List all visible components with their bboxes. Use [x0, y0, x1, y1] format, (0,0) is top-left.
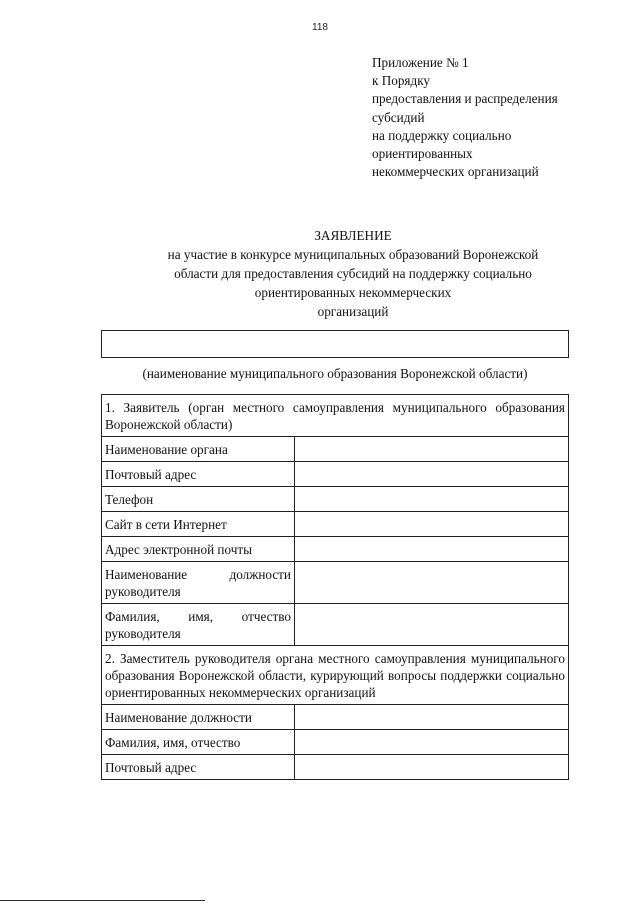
section-header-row	[102, 646, 569, 705]
field-label: Наименование должности	[102, 705, 295, 730]
field-value[interactable]	[295, 487, 569, 512]
table-row	[102, 562, 569, 604]
footnote-separator	[0, 900, 205, 901]
table-row	[102, 537, 569, 562]
appendix-line: Приложение № 1	[372, 55, 469, 70]
field-value[interactable]	[295, 562, 569, 604]
field-label: Почтовый адрес	[102, 462, 295, 487]
field-value[interactable]	[295, 462, 569, 487]
document-title: ЗАЯВЛЕНИЕ	[314, 228, 392, 243]
document-subtitle-line: ориентированных некоммерческих	[254, 285, 452, 300]
field-label: Фамилия, имя, отчество	[102, 730, 295, 755]
document-subtitle-line: организаций	[317, 304, 389, 319]
field-label: Сайт в сети Интернет	[102, 512, 295, 537]
page-number: 118	[312, 22, 328, 33]
field-label: Наименование органа	[102, 437, 295, 462]
table-row	[102, 512, 569, 537]
appendix-line: на поддержку социально	[372, 127, 512, 143]
table-row	[102, 462, 569, 487]
field-label: Почтовый адрес	[102, 755, 295, 780]
field-label: Телефон	[102, 487, 295, 512]
field-value[interactable]	[295, 512, 569, 537]
table-row	[102, 487, 569, 512]
document-subtitle-line: области для предоставления субсидий на поддержку социально	[174, 266, 532, 281]
table-row	[102, 604, 569, 646]
field-value[interactable]	[295, 537, 569, 562]
field-label: Адрес электронной почты	[102, 537, 295, 562]
appendix-line: некоммерческих организаций	[372, 164, 539, 180]
document-subtitle-line: на участие в конкурсе муниципальных образований Воронежской	[167, 247, 539, 262]
municipality-name-caption: (наименование муниципального образования Воронежской области)	[142, 366, 528, 381]
section-header-row	[102, 395, 569, 437]
field-label: Фамилия, имя, отчество руководителя	[102, 604, 295, 646]
section-2-title: 2. Заместитель руководителя органа местного самоуправления муниципального образования Воронежской области, курирующий вопросы поддержки социально ориентированных некоммерческих организаций	[102, 646, 569, 705]
field-label: Наименование должности руководителя	[102, 562, 295, 604]
document-heading	[118, 226, 588, 321]
section-1-title: 1. Заявитель (орган местного самоуправления муниципального образования Воронежской области)	[102, 395, 569, 437]
field-value[interactable]	[295, 730, 569, 755]
municipality-name-field[interactable]	[101, 330, 569, 358]
field-value[interactable]	[295, 755, 569, 780]
field-value[interactable]	[295, 604, 569, 646]
table-row	[102, 437, 569, 462]
table-row	[102, 730, 569, 755]
field-value[interactable]	[295, 705, 569, 730]
appendix-line: субсидий	[372, 109, 425, 125]
appendix-line: к Порядку	[372, 73, 431, 89]
appendix-line: предоставления и распределения	[372, 91, 558, 107]
appendix-block	[372, 54, 612, 181]
table-row	[102, 705, 569, 730]
appendix-line: ориентированных	[372, 146, 473, 162]
application-form-table	[101, 394, 569, 780]
field-value[interactable]	[295, 437, 569, 462]
table-row	[102, 755, 569, 780]
